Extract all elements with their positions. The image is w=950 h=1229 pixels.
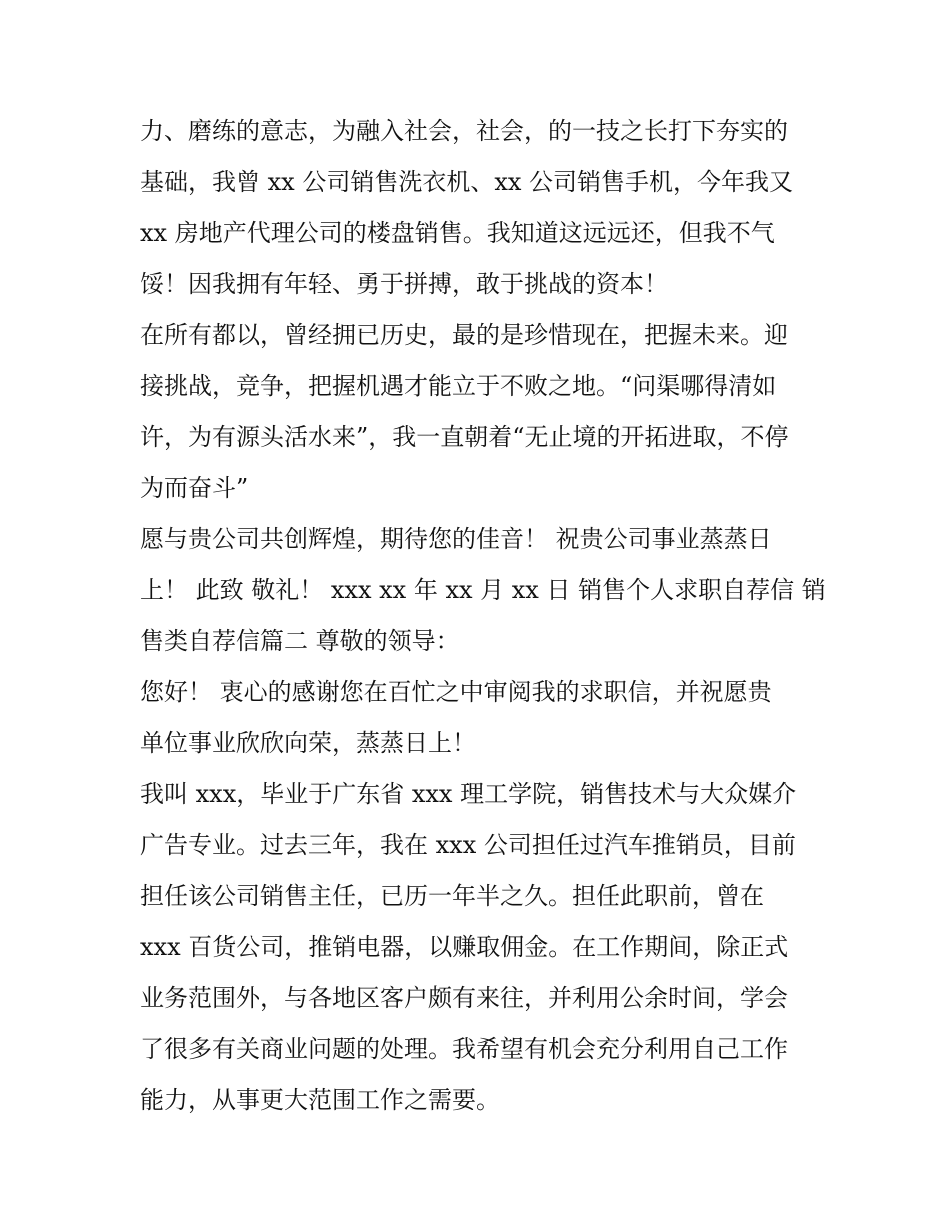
text-line: 担任该公司销售主任，已历一年半之久。担任此职前，曾在 (140, 882, 764, 910)
text-line: 上！ 此致 敬礼！ xxx xx 年 xx 月 xx 日 销售个人求职自荐信 销 (140, 576, 826, 604)
text-line: 广告专业。过去三年，我在 xxx 公司担任过汽车推销员，目前 (140, 831, 796, 859)
text-line: xxx 百货公司，推销电器，以赚取佣金。在工作期间，除正式 (140, 933, 789, 961)
text-line: 我叫 xxx，毕业于广东省 xxx 理工学院，销售技术与大众媒介 (140, 780, 797, 808)
text-line: 您好！ 衷心的感谢您在百忙之中审阅我的求职信，并祝愿贵 (140, 678, 772, 706)
text-line: 为而奋斗” (140, 474, 249, 502)
document-body (140, 106, 826, 1126)
text-line: 了很多有关商业问题的处理。我希望有机会充分利用自己工作 (140, 1035, 788, 1063)
text-line: 在所有都以，曾经拥已历史，最的是珍惜现在，把握未来。迎 (140, 321, 788, 349)
text-line: 接挑战，竞争，把握机遇才能立于不败之地。“问渠哪得清如 (140, 372, 777, 400)
text-line: 售类自荐信篇二 尊敬的领导： (140, 627, 460, 655)
text-line: xx 房地产代理公司的楼盘销售。我知道这远远还，但我不气 (140, 219, 775, 247)
text-line: 愿与贵公司共创辉煌，期待您的佳音！ 祝贵公司事业蒸蒸日 (140, 525, 772, 553)
text-line: 单位事业欣欣向荣，蒸蒸日上！ (140, 729, 476, 757)
text-line: 基础，我曾 xx 公司销售洗衣机、xx 公司销售手机，今年我又 (140, 168, 794, 196)
text-line: 能力，从事更大范围工作之需要。 (140, 1086, 500, 1114)
text-line: 馁！因我拥有年轻、勇于拼搏，敢于挑战的资本！ (140, 270, 668, 298)
text-line: 业务范围外，与各地区客户颇有来往，并利用公余时间，学会 (140, 984, 788, 1012)
text-line: 力、磨练的意志，为融入社会，社会，的一技之长打下夯实的 (140, 117, 788, 145)
text-line: 许，为有源头活水来”，我一直朝着“无止境的开拓进取，不停 (140, 423, 789, 451)
